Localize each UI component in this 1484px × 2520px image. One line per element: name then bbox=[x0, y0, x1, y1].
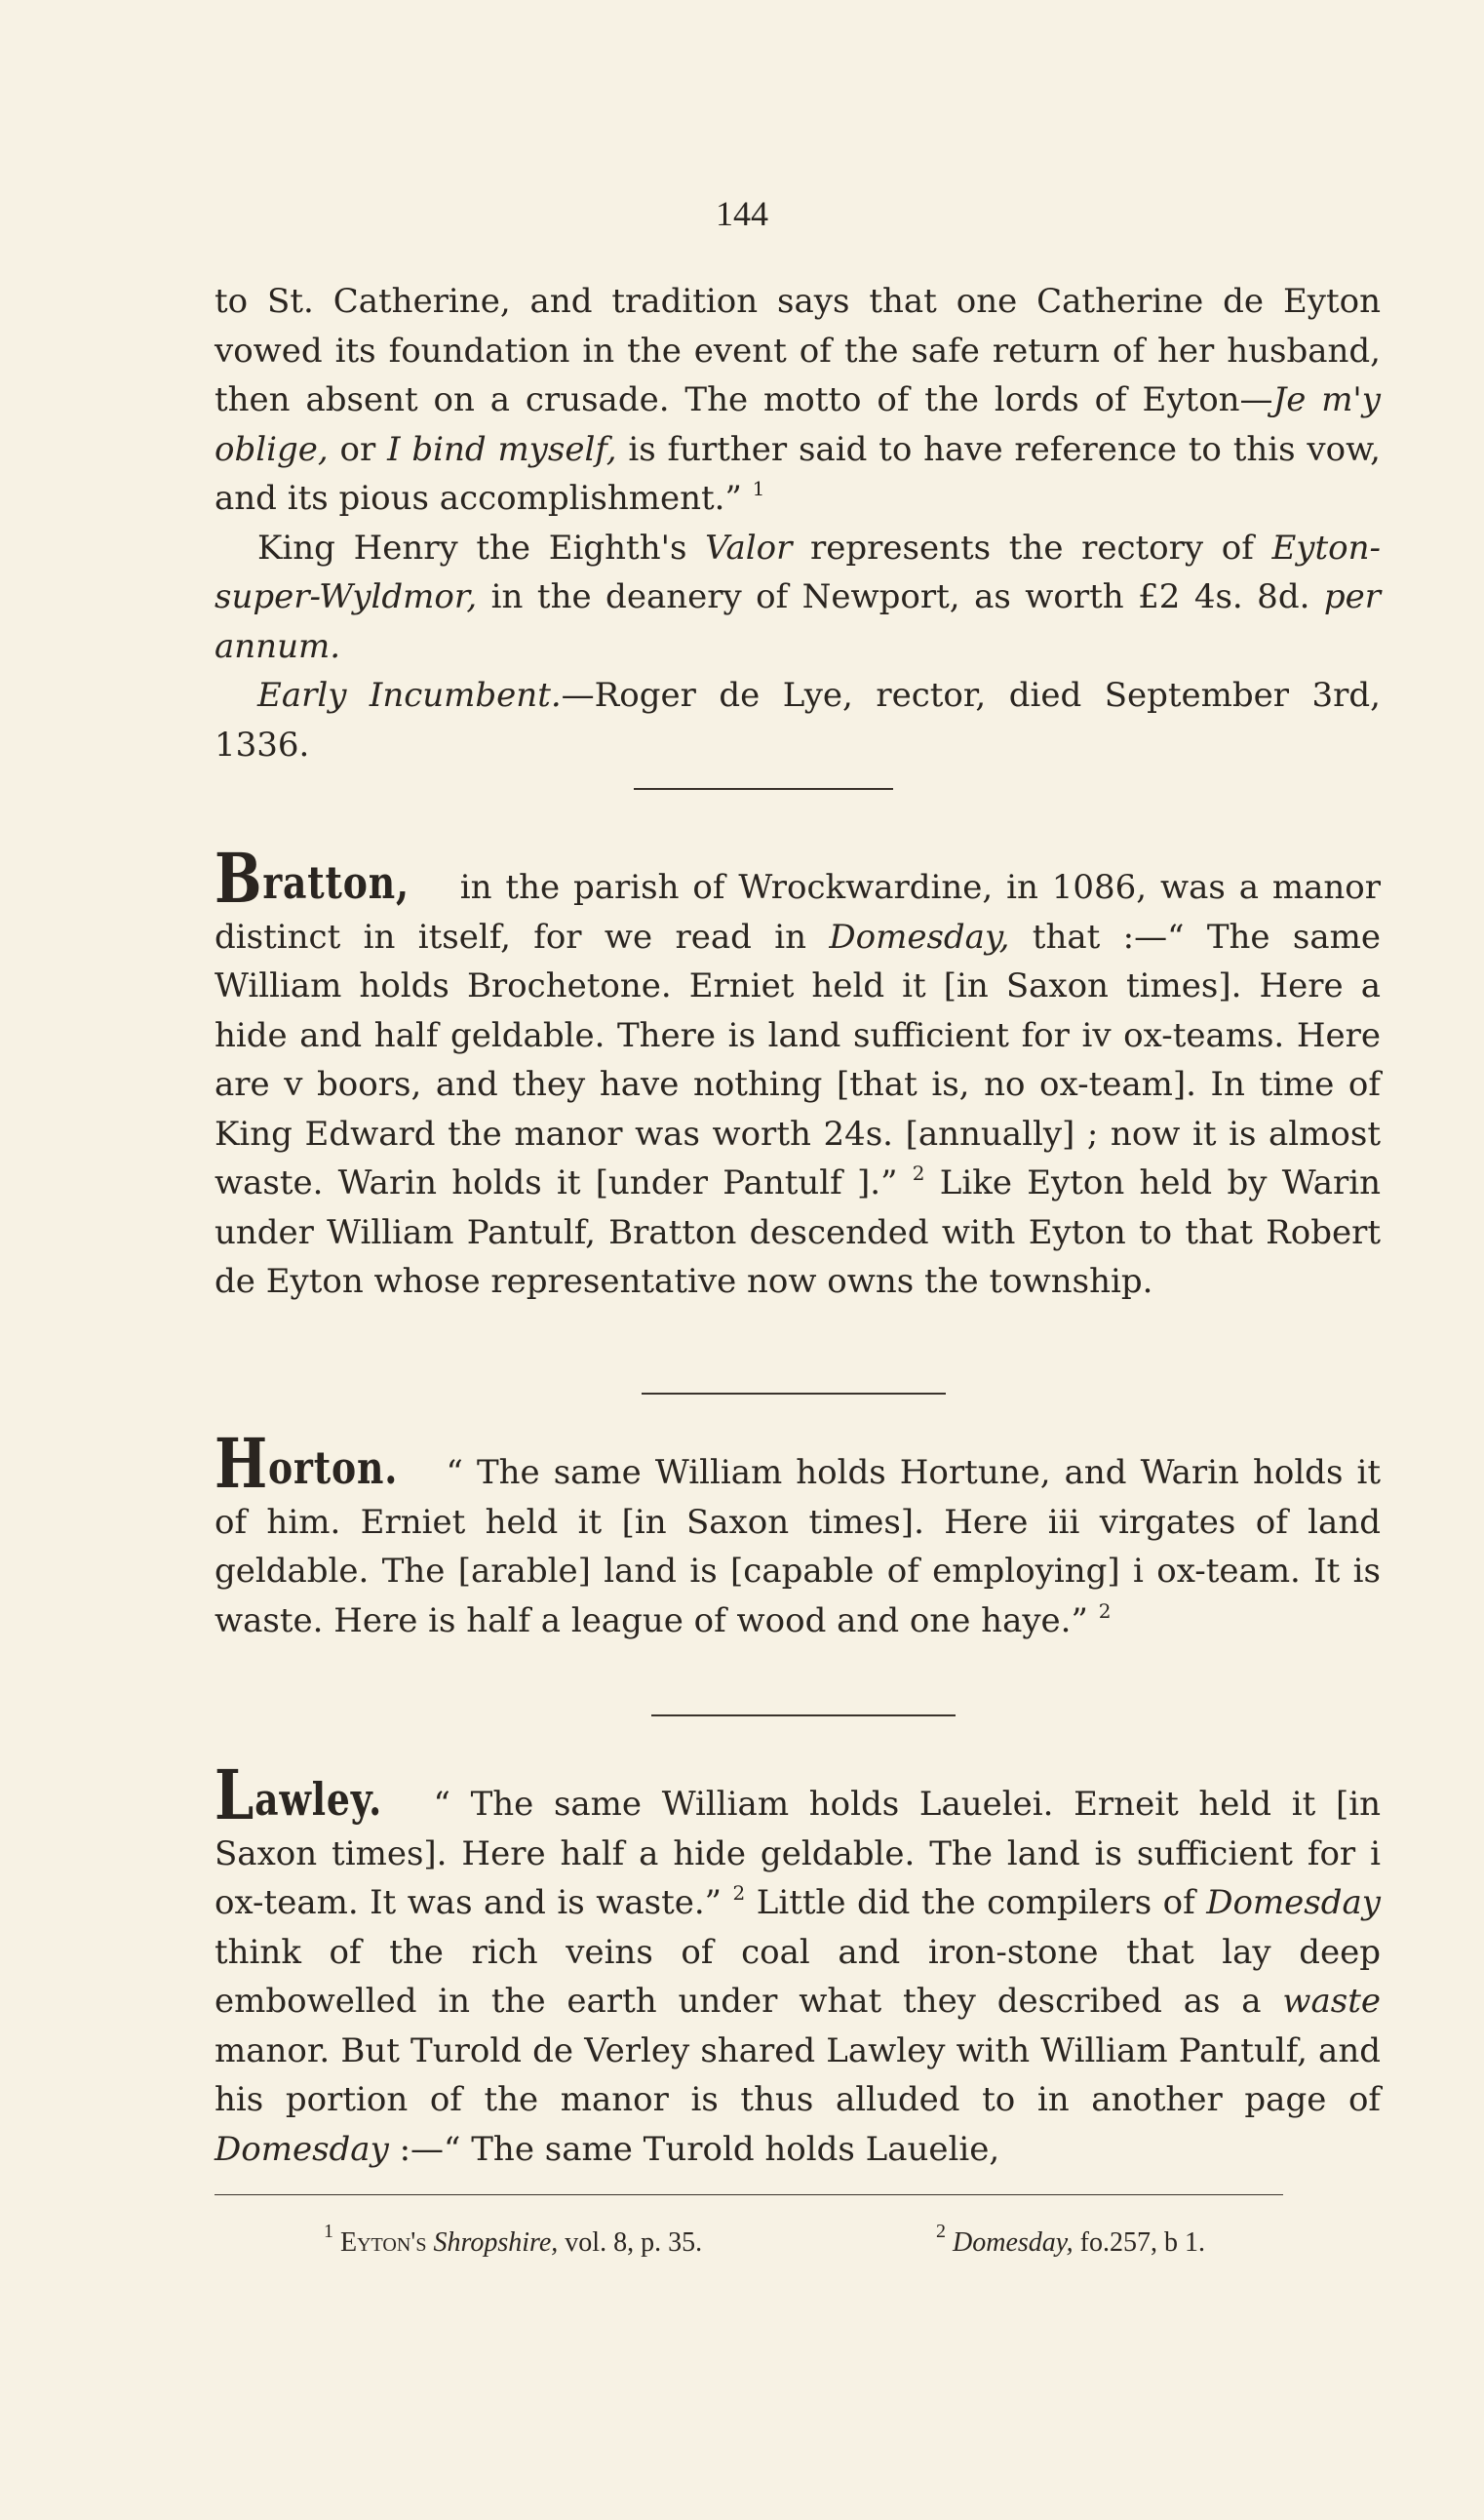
section-divider bbox=[634, 788, 893, 790]
section-horton bbox=[215, 1423, 1381, 1645]
footnote-rule-short bbox=[1180, 2194, 1283, 2195]
footnote-2: $^2$ Domesday, fo.257, b 1. bbox=[936, 2221, 1205, 2258]
bratton-heading: Bratton, bbox=[215, 838, 410, 919]
intro-text bbox=[215, 277, 1381, 769]
footnote-ref: 1 bbox=[752, 477, 765, 500]
paragraph-incumbent: Early Incumbent.—Roger de Lye, rector, died September 3rd, 1336. bbox=[215, 676, 1381, 765]
motto-latin: Je m'y oblige, bbox=[215, 380, 1381, 469]
incumbent-label: Early Incumbent. bbox=[257, 676, 562, 715]
section-divider bbox=[651, 1714, 956, 1716]
section-divider bbox=[642, 1393, 946, 1395]
section-lawley bbox=[215, 1754, 1381, 2174]
section-bratton bbox=[215, 838, 1381, 1307]
paragraph-lawley: Lawley. “ The same William holds Lauelei. Erneit held it [in Saxon times]. Here half a hide geldable. The land is sufficient for i ox-team. It was and is waste.” $^2$ Little did the compilers of Domesday think of the rich veins of coal and iron-stone that lay deep embowelled in the earth under what they described as a waste manor. But Turold de Verley shared Lawley with William Pantulf, and his portion of the manor is thus alluded to in another page of Domesday :—“ The same Turold holds Lauelie, bbox=[215, 1754, 1381, 2169]
waste-word: waste bbox=[1282, 1982, 1381, 2021]
valor-title: Valor bbox=[705, 528, 793, 568]
domesday-ref: Domesday bbox=[1206, 1883, 1381, 1922]
paragraph-valor: King Henry the Eighth's Valor represents the rectory of Eyton-super-Wyldmor, in the deanery of Newport, as worth £2 4s. 8d. per annum. bbox=[215, 528, 1381, 666]
paragraph-horton: Horton. “ The same William holds Hortune, and Warin holds it of him. Erniet held it [in Saxon times]. Here iii virgates of land geldable. The [arable] land is [capable of employing] i ox-team. It is waste. Here is half a league of wood and one haye.” $^2$ bbox=[215, 1423, 1381, 1640]
per-annum: per annum. bbox=[215, 577, 1381, 666]
horton-heading: Horton. bbox=[215, 1423, 399, 1504]
paragraph-bratton: Bratton, in the parish of Wrockwardine, in 1086, was a manor distinct in itself, for we read in Domesday, that :—“ The same William holds Brochetone. Erniet held it [in Saxon times]. Here a hide and half geldable. There is land sufficient for iv ox-teams. Here are v boors, and they have nothing [that is, no ox-team]. In time of King Edward the manor was worth 24s. [annually] ; now it is almost waste. Warin holds it [under Pantulf ].” $^2$ Like Eyton held by Warin under William Pantulf, Bratton descended with Eyton to that Robert de Eyton whose representative now owns the township. bbox=[215, 838, 1381, 1301]
footnote-rule bbox=[215, 2194, 1283, 2195]
footnote-ref: 2 bbox=[732, 1881, 746, 1905]
eyton-place: Eyton-super-Wyldmor, bbox=[215, 528, 1381, 616]
lawley-heading: Lawley. bbox=[215, 1754, 383, 1835]
footnote-ref: 2 bbox=[1098, 1598, 1112, 1623]
footnote-1: $^1$ Eyton's Shropshire, vol. 8, p. 35. bbox=[324, 2221, 703, 2258]
footnote-ref: 2 bbox=[912, 1162, 925, 1185]
domesday-ref: Domesday, bbox=[829, 917, 1010, 957]
domesday-ref: Domesday bbox=[215, 2129, 389, 2169]
motto-english: I bind myself, bbox=[387, 429, 617, 469]
page-number: 144 bbox=[716, 194, 768, 233]
paragraph-catherine: to St. Catherine, and tradition says that one Catherine de Eyton vowed its foundation in the event of the safe return of her husband, then absent on a crusade. The motto of the lords of Eyton—Je m'y oblige, or I bind myself, is further said to have reference to this vow, and its pious accomplishment.” $^1$ bbox=[215, 282, 1381, 518]
